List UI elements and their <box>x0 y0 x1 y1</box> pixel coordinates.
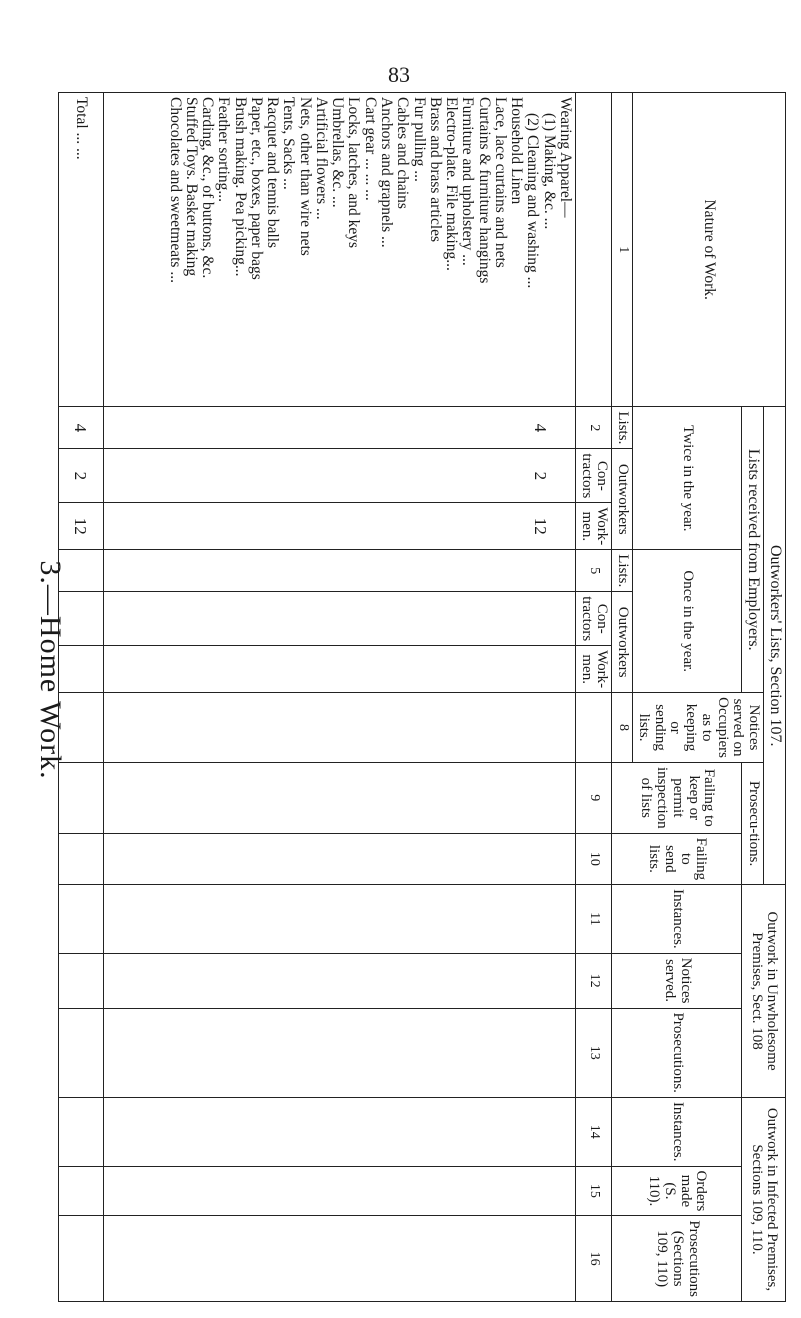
header-infected: Outwork in Infected Premises, Sections 109, 110. <box>742 1097 786 1301</box>
empty-cell <box>103 885 575 954</box>
empty-cell <box>103 1166 575 1216</box>
col-num-1: 1 <box>612 93 633 407</box>
list-item: Stuffed Toys. Basket making <box>182 97 200 277</box>
list-item: Furniture and upholstery ... <box>459 97 477 266</box>
contractors-twice-value: 2 <box>103 449 575 503</box>
list-item: Curtains & furniture hangings <box>475 97 493 284</box>
list-item: Wearing Apparel— <box>556 97 574 218</box>
list-item: Carding, &c., of buttons, &c. <box>199 97 217 279</box>
list-item: Chocolates and sweetmeats ... <box>166 97 184 283</box>
list-item: Anchors and grapnels ... <box>378 97 396 248</box>
lists-twice-value: 4 <box>103 407 575 449</box>
header-lists-once: Lists. <box>612 550 633 592</box>
list-item: Artificial flowers ... <box>312 97 330 220</box>
header-prosecutions-109: Prosecutions (Sections 109, 110) <box>612 1216 742 1302</box>
col-num-9: 9 <box>575 762 612 833</box>
col-num-12: 12 <box>575 953 612 1008</box>
empty-cell <box>103 762 575 833</box>
header-prosecutions-108: Prosecutions. <box>612 1008 742 1097</box>
empty-cell <box>58 693 103 763</box>
header-lists-received: Lists received from Employers. <box>742 407 764 693</box>
total-lists: 4 <box>58 407 103 449</box>
total-contractors: 2 <box>58 449 103 503</box>
empty-cell <box>103 953 575 1008</box>
col-num-16: 16 <box>575 1216 612 1302</box>
empty-cell <box>58 592 103 646</box>
list-item: Household Linen <box>508 97 526 205</box>
list-item: Lace, lace curtains and nets <box>491 97 509 268</box>
list-item: Brush making. Pea picking... <box>231 97 249 277</box>
empty-cell <box>58 1008 103 1097</box>
header-nature: Nature of Work. <box>633 93 786 407</box>
list-item: Umbrellas, &c. ... <box>329 97 347 208</box>
header-notices-served: Notices served. <box>612 953 742 1008</box>
empty-cell <box>58 1216 103 1302</box>
empty-cell <box>103 592 575 646</box>
list-item: (1) Making, &c. ... <box>540 113 558 230</box>
col-num-14: 14 <box>575 1097 612 1166</box>
section-title-text: 3.—Home Work. <box>34 560 67 780</box>
list-item: Cart gear ... ... ... <box>361 97 379 201</box>
header-outworkers-once: Outworkers <box>612 592 633 693</box>
header-twice: Twice in the year. <box>633 407 742 550</box>
empty-cell <box>58 1166 103 1216</box>
list-item: Tents, Sacks ... <box>280 97 298 190</box>
header-failing-send: Failing to send lists. <box>612 833 742 885</box>
header-instances-infected: Instances. <box>612 1097 742 1166</box>
header-prosecutions: Prosecu-tions. <box>742 762 764 884</box>
list-item: Brass and brass articles <box>426 97 444 243</box>
empty-cell <box>103 1008 575 1097</box>
col-num-5: 5 <box>575 550 612 592</box>
table-row-total <box>58 93 103 1302</box>
empty-cell <box>58 762 103 833</box>
col-num-11: 11 <box>575 885 612 954</box>
empty-cell <box>58 1097 103 1166</box>
table-row-body <box>103 93 575 1302</box>
header-outworkers-twice: Outworkers <box>612 449 633 550</box>
header-once: Once in the year. <box>633 550 742 693</box>
list-item: Electro-plate. File making... <box>443 97 461 271</box>
col-num-13: 13 <box>575 1008 612 1097</box>
empty-cell <box>58 833 103 885</box>
header-orders-made: Orders made (S. 110). <box>612 1166 742 1216</box>
col-num-2: 2 <box>575 407 612 449</box>
empty-cell <box>58 646 103 693</box>
list-item: Locks, latches, and keys <box>345 97 363 249</box>
home-work-table <box>58 92 786 1302</box>
home-work-table-wrapper <box>71 92 786 1302</box>
list-item: Paper, etc., boxes, paper bags <box>247 97 265 280</box>
workmen-twice-value: 12 <box>103 503 575 550</box>
header-workmen-once: Work-men. <box>575 646 612 693</box>
page-number: 83 <box>388 62 410 87</box>
empty-cell <box>103 693 575 763</box>
empty-cell <box>58 953 103 1008</box>
empty-cell <box>103 1097 575 1166</box>
list-item: Racquet and tennis balls <box>264 97 282 249</box>
empty-cell <box>103 833 575 885</box>
header-workmen-twice: Work-men. <box>575 503 612 550</box>
col-num-8: 8 <box>612 693 633 763</box>
col-num-blank-8 <box>575 693 612 763</box>
header-failing-keep: Failing to keep or permit inspection of lists <box>612 762 742 833</box>
col-num-10: 10 <box>575 833 612 885</box>
list-item: Feather sorting... <box>215 97 233 203</box>
header-outworkers-lists: Outworkers' Lists, Section 107. <box>764 407 786 885</box>
header-contractors-twice: Con-tractors <box>575 449 612 503</box>
empty-cell <box>103 646 575 693</box>
list-item: (2) Cleaning and washing ... <box>524 113 542 289</box>
total-workmen: 12 <box>58 503 103 550</box>
empty-cell <box>58 550 103 592</box>
header-unwholesome: Outwork in Unwholesome Premises, Sect. 108 <box>742 885 786 1098</box>
empty-cell <box>103 1216 575 1302</box>
header-instances: Instances. <box>612 885 742 954</box>
list-item: Fur pulling ... <box>410 97 428 182</box>
list-item: Nets, other than wire nets <box>296 97 314 256</box>
header-contractors-once: Con-tractors <box>575 592 612 646</box>
col-num-15: 15 <box>575 1166 612 1216</box>
empty-cell <box>58 885 103 954</box>
total-label: Total ... ... <box>58 93 103 407</box>
header-nature-blank <box>575 93 612 407</box>
header-notices: Notices served on Occupiers as to keeping or sending lists. <box>633 693 764 763</box>
list-item: Cables and chains <box>394 97 412 209</box>
nature-list <box>103 93 575 407</box>
header-lists-twice: Lists. <box>612 407 633 449</box>
empty-cell <box>103 550 575 592</box>
